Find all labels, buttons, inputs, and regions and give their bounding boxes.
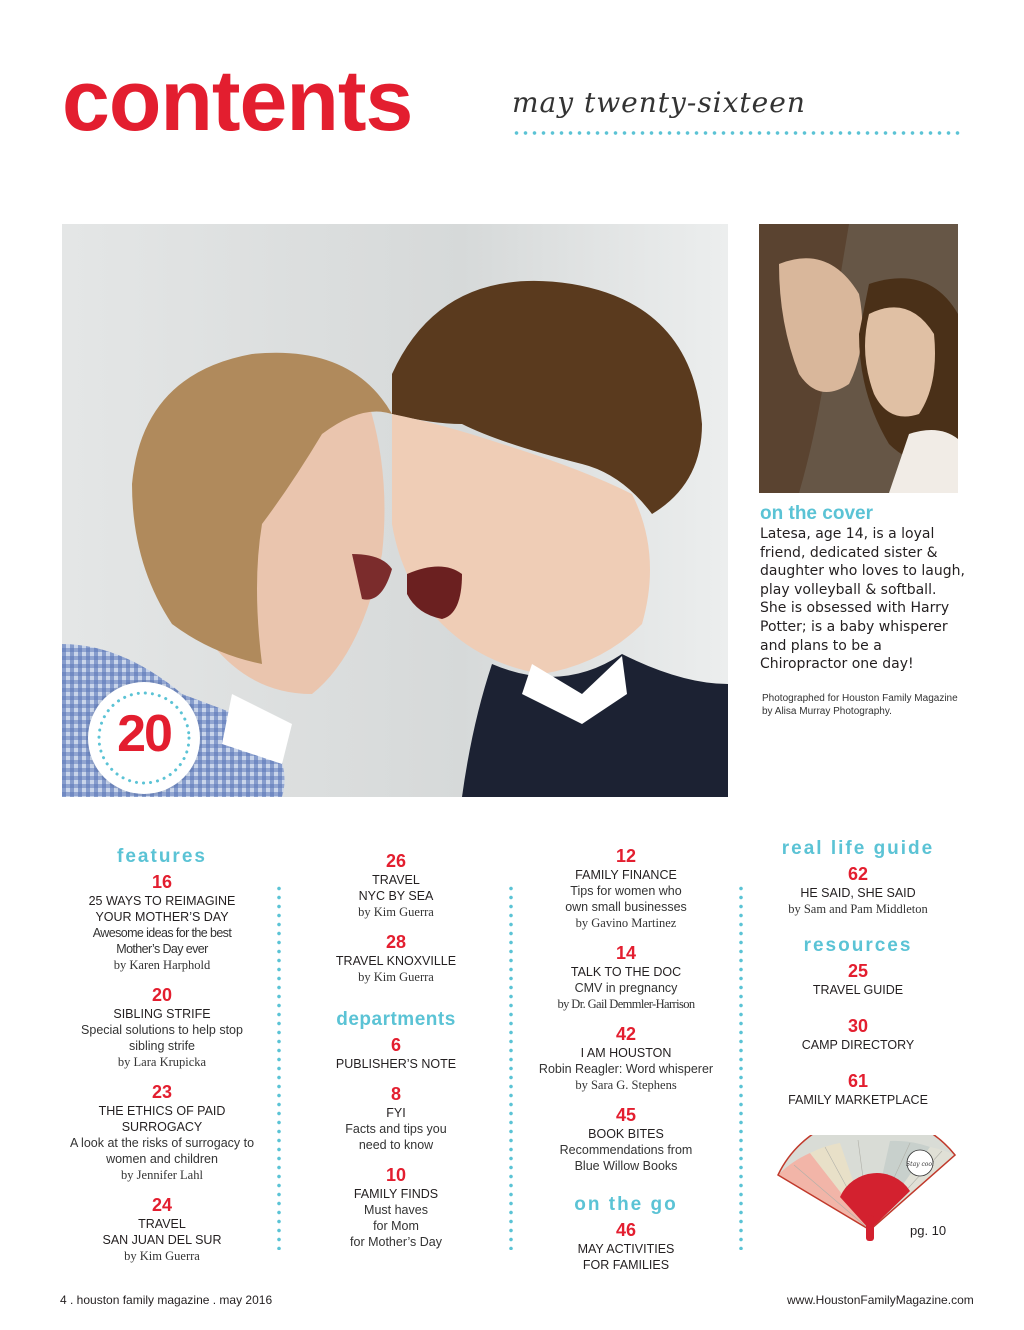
badge-number: 20 xyxy=(117,705,171,763)
toc-entry[interactable] xyxy=(290,1084,502,1153)
fan-page-ref: pg. 10 xyxy=(910,1223,947,1238)
page-number: 16 xyxy=(151,872,173,892)
entry-description: Mother’s Day ever xyxy=(116,942,208,956)
page-number: 30 xyxy=(847,1016,869,1036)
entry-description: Blue Willow Books xyxy=(574,1159,678,1173)
cover-heading: on the cover xyxy=(760,503,873,524)
page-number: 62 xyxy=(847,864,869,884)
family-column xyxy=(520,846,732,1273)
toc-entry[interactable] xyxy=(290,932,502,985)
page-number: 42 xyxy=(615,1024,637,1044)
section-heading-on-the-go: on the go xyxy=(574,1194,678,1215)
entry-byline: by Dr. Gail Demmler-Harrison xyxy=(557,997,695,1011)
entry-title: I AM HOUSTON xyxy=(580,1046,672,1060)
entry-byline: by Lara Krupicka xyxy=(117,1055,207,1069)
toc-entry[interactable] xyxy=(56,1082,268,1183)
page-number: 12 xyxy=(615,846,637,866)
entry-title: SIBLING STRIFE xyxy=(113,1007,211,1021)
entry-title: TRAVEL KNOXVILLE xyxy=(335,954,457,968)
section-heading-features: features xyxy=(117,846,207,867)
section-heading-resources: resources xyxy=(803,935,913,956)
toc-entry[interactable] xyxy=(752,961,964,998)
page-number: 8 xyxy=(390,1084,401,1104)
page-number: 14 xyxy=(615,943,637,963)
entry-description: Robin Reagler: Word whisperer xyxy=(538,1062,714,1076)
entry-description: Recommendations from xyxy=(559,1143,693,1157)
entry-byline: by Sara G. Stephens xyxy=(575,1078,677,1092)
toc-entry[interactable] xyxy=(56,872,268,973)
entry-title: TRAVEL GUIDE xyxy=(812,983,904,997)
entry-byline: by Kim Guerra xyxy=(124,1249,200,1263)
entry-description: Tips for women who xyxy=(570,884,682,898)
toc-entry[interactable] xyxy=(290,1165,502,1250)
column-divider xyxy=(738,884,744,1250)
entry-title: FOR FAMILIES xyxy=(582,1258,670,1272)
entry-description: own small businesses xyxy=(565,900,687,914)
page-number: 23 xyxy=(151,1082,173,1102)
entry-title: TALK TO THE DOC xyxy=(570,965,682,979)
footer-url[interactable]: www.HoustonFamilyMagazine.com xyxy=(787,1293,974,1307)
entry-title: TRAVEL xyxy=(138,1217,186,1231)
page-number: 10 xyxy=(385,1165,407,1185)
toc-entry[interactable] xyxy=(56,1195,268,1264)
page-number: 6 xyxy=(390,1035,401,1055)
entry-byline: by Gavino Martinez xyxy=(575,916,677,930)
section-heading-real-life-guide: real life guide xyxy=(781,838,935,859)
entry-description: CMV in pregnancy xyxy=(574,981,678,995)
column-divider xyxy=(508,884,514,1250)
entry-byline: by Sam and Pam Middleton xyxy=(788,902,928,916)
entry-description: need to know xyxy=(358,1138,434,1152)
entry-title: SURROGACY xyxy=(121,1120,203,1134)
dotted-rule xyxy=(512,130,962,136)
entry-title: FAMILY MARKETPLACE xyxy=(788,1093,928,1107)
entry-title: NYC BY SEA xyxy=(358,889,434,903)
fan-label: Stay cool xyxy=(906,1161,934,1168)
toc-entry[interactable] xyxy=(520,1024,732,1093)
entry-title: FAMILY FINANCE xyxy=(575,868,677,882)
section-heading-departments: departments xyxy=(336,1009,456,1030)
toc-entry[interactable] xyxy=(520,1105,732,1174)
page-number: 28 xyxy=(385,932,407,952)
page-number: 26 xyxy=(385,851,407,871)
toc-entry[interactable] xyxy=(752,1071,964,1108)
travel-departments-column xyxy=(290,851,502,1250)
toc-entry[interactable] xyxy=(290,1035,502,1072)
footer-folio: 4 . houston family magazine . may 2016 xyxy=(60,1293,273,1307)
entry-title: SAN JUAN DEL SUR xyxy=(102,1233,222,1247)
entry-title: 25 WAYS TO REIMAGINE xyxy=(88,894,236,908)
entry-title: THE ETHICS OF PAID xyxy=(98,1104,226,1118)
page-number: 20 xyxy=(151,985,173,1005)
entry-byline: by Jennifer Lahl xyxy=(121,1168,203,1182)
entry-title: BOOK BITES xyxy=(588,1127,664,1141)
page-badge[interactable] xyxy=(88,682,200,794)
page-title: contents xyxy=(62,53,413,149)
entry-title: HE SAID, SHE SAID xyxy=(800,886,916,900)
entry-title: FYI xyxy=(386,1106,406,1120)
photo-credit xyxy=(762,693,972,718)
toc-entry[interactable] xyxy=(752,864,964,917)
issue-date: may twenty-sixteen xyxy=(512,86,806,119)
entry-title: PUBLISHER’S NOTE xyxy=(335,1057,457,1071)
entry-description: Must haves xyxy=(364,1203,428,1217)
column-divider xyxy=(276,884,282,1250)
entry-description: Special solutions to help stop xyxy=(81,1023,243,1037)
entry-description: Awesome ideas for the best xyxy=(92,926,232,940)
toc-entry[interactable] xyxy=(56,985,268,1070)
toc-entry[interactable] xyxy=(520,1220,732,1273)
toc-entry[interactable] xyxy=(290,851,502,920)
page-number: 45 xyxy=(615,1105,637,1125)
entry-title: FAMILY FINDS xyxy=(353,1187,439,1201)
entry-title: CAMP DIRECTORY xyxy=(801,1038,915,1052)
entry-title: MAY ACTIVITIES xyxy=(577,1242,675,1256)
cover-photo[interactable] xyxy=(759,224,958,493)
toc-entry[interactable] xyxy=(520,943,732,1012)
entry-description: women and children xyxy=(106,1152,218,1166)
entry-description: for Mom xyxy=(373,1219,419,1233)
page-number: 61 xyxy=(847,1071,869,1091)
toc-entry[interactable] xyxy=(520,846,732,931)
page-number: 46 xyxy=(615,1220,637,1240)
page-number: 25 xyxy=(847,961,869,981)
entry-description: for Mother’s Day xyxy=(350,1235,442,1249)
cover-description: Latesa, age 14, is a loyal friend, dedicated sister & daughter who loves to laugh, play volleyball & softball. She is obsessed with Harry Potter; is a baby whisperer and plans to be a Chiropractor one day! xyxy=(760,526,965,673)
photo-credit-line: Photographed for Houston Family Magazine xyxy=(762,693,958,704)
entry-description: A look at the risks of surrogacy to xyxy=(69,1136,255,1150)
entry-description: Facts and tips you xyxy=(345,1122,447,1136)
entry-byline: by Kim Guerra xyxy=(358,970,434,984)
page-number: 24 xyxy=(151,1195,173,1215)
features-column xyxy=(56,846,268,1264)
photo-credit-line: by Alisa Murray Photography. xyxy=(762,705,892,717)
entry-title: YOUR MOTHER’S DAY xyxy=(95,910,229,924)
guide-resources-column xyxy=(752,838,964,1108)
entry-byline: by Kim Guerra xyxy=(358,905,434,919)
entry-description: sibling strife xyxy=(129,1039,195,1053)
toc-entry[interactable] xyxy=(752,1016,964,1053)
entry-title: TRAVEL xyxy=(372,873,420,887)
entry-byline: by Karen Harphold xyxy=(113,958,211,972)
